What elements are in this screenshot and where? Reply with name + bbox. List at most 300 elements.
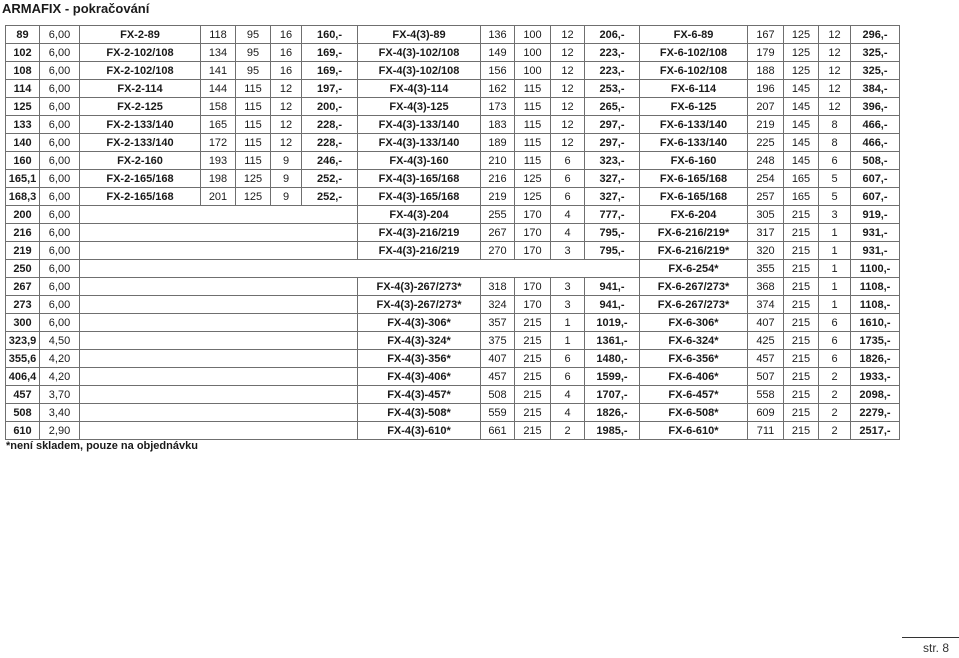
g4-dim-b: 100 xyxy=(515,62,551,80)
g2-dim-a: 172 xyxy=(201,134,236,152)
g4-product-code: FX-4(3)-216/219 xyxy=(358,242,481,260)
thickness: 6,00 xyxy=(40,206,80,224)
g4-dim-b: 215 xyxy=(515,350,551,368)
g6-pack-qty: 1 xyxy=(819,260,851,278)
g4-product-code: FX-4(3)-406* xyxy=(358,368,481,386)
g2-product-code: FX-2-160 xyxy=(80,152,201,170)
g2-pack-qty: 12 xyxy=(271,116,302,134)
g4-pack-qty: 4 xyxy=(551,404,585,422)
pipe-diameter: 323,9 xyxy=(6,332,40,350)
g4-product-code: FX-4(3)-204 xyxy=(358,206,481,224)
pipe-diameter: 216 xyxy=(6,224,40,242)
g2-product-code: FX-2-102/108 xyxy=(80,44,201,62)
g6-dim-b: 215 xyxy=(784,332,819,350)
g4-dim-b: 115 xyxy=(515,80,551,98)
g4-dim-a: 457 xyxy=(481,368,515,386)
empty-cell xyxy=(80,368,358,386)
g4-dim-b: 170 xyxy=(515,224,551,242)
g4-product-code: FX-4(3)-306* xyxy=(358,314,481,332)
g6-dim-a: 507 xyxy=(748,368,784,386)
g2-product-code: FX-2-89 xyxy=(80,26,201,44)
g4-price: 941,- xyxy=(585,296,640,314)
g6-pack-qty: 3 xyxy=(819,206,851,224)
g6-product-code: FX-6-306* xyxy=(640,314,748,332)
g4-product-code: FX-4(3)-165/168 xyxy=(358,188,481,206)
g6-price: 1108,- xyxy=(851,296,900,314)
g6-product-code: FX-6-133/140 xyxy=(640,134,748,152)
pipe-diameter: 89 xyxy=(6,26,40,44)
thickness: 3,70 xyxy=(40,386,80,404)
g2-dim-a: 118 xyxy=(201,26,236,44)
g6-dim-b: 125 xyxy=(784,62,819,80)
g4-dim-a: 162 xyxy=(481,80,515,98)
g4-product-code: FX-4(3)-114 xyxy=(358,80,481,98)
g6-price: 1735,- xyxy=(851,332,900,350)
g6-dim-b: 215 xyxy=(784,242,819,260)
g4-pack-qty: 6 xyxy=(551,188,585,206)
table-row xyxy=(6,278,900,296)
g4-product-code: FX-4(3)-160 xyxy=(358,152,481,170)
g4-pack-qty: 3 xyxy=(551,242,585,260)
thickness: 6,00 xyxy=(40,62,80,80)
g4-pack-qty: 4 xyxy=(551,206,585,224)
g6-price: 1108,- xyxy=(851,278,900,296)
g4-pack-qty: 12 xyxy=(551,116,585,134)
g6-dim-a: 305 xyxy=(748,206,784,224)
g2-product-code: FX-2-133/140 xyxy=(80,116,201,134)
g6-pack-qty: 12 xyxy=(819,98,851,116)
g4-product-code: FX-4(3)-133/140 xyxy=(358,134,481,152)
pipe-diameter: 219 xyxy=(6,242,40,260)
thickness: 6,00 xyxy=(40,80,80,98)
page-divider xyxy=(902,637,959,638)
g6-dim-a: 320 xyxy=(748,242,784,260)
g6-dim-a: 219 xyxy=(748,116,784,134)
thickness: 6,00 xyxy=(40,296,80,314)
thickness: 4,20 xyxy=(40,368,80,386)
g4-dim-b: 215 xyxy=(515,368,551,386)
g2-pack-qty: 12 xyxy=(271,80,302,98)
g6-pack-qty: 1 xyxy=(819,278,851,296)
empty-cell xyxy=(80,206,358,224)
pipe-diameter: 200 xyxy=(6,206,40,224)
table-row xyxy=(6,206,900,224)
g4-pack-qty: 12 xyxy=(551,98,585,116)
thickness: 2,90 xyxy=(40,422,80,440)
g6-price: 919,- xyxy=(851,206,900,224)
g6-dim-a: 457 xyxy=(748,350,784,368)
g2-dim-b: 95 xyxy=(236,44,271,62)
g6-dim-b: 145 xyxy=(784,80,819,98)
g4-pack-qty: 4 xyxy=(551,386,585,404)
empty-cell xyxy=(80,350,358,368)
g4-dim-a: 270 xyxy=(481,242,515,260)
table-row xyxy=(6,188,900,206)
g4-price: 297,- xyxy=(585,116,640,134)
g6-product-code: FX-6-254* xyxy=(640,260,748,278)
thickness: 6,00 xyxy=(40,278,80,296)
g6-dim-a: 196 xyxy=(748,80,784,98)
g4-dim-a: 407 xyxy=(481,350,515,368)
g4-pack-qty: 6 xyxy=(551,368,585,386)
empty-cell xyxy=(80,422,358,440)
g4-pack-qty: 12 xyxy=(551,80,585,98)
price-table xyxy=(5,25,900,440)
g6-dim-b: 165 xyxy=(784,188,819,206)
g4-dim-b: 100 xyxy=(515,44,551,62)
g2-price: 160,- xyxy=(302,26,358,44)
g6-pack-qty: 2 xyxy=(819,404,851,422)
g4-product-code: FX-4(3)-102/108 xyxy=(358,62,481,80)
g6-price: 325,- xyxy=(851,44,900,62)
g6-product-code: FX-6-102/108 xyxy=(640,44,748,62)
g4-product-code: FX-4(3)-457* xyxy=(358,386,481,404)
g6-pack-qty: 2 xyxy=(819,386,851,404)
g4-product-code: FX-4(3)-356* xyxy=(358,350,481,368)
g4-dim-a: 661 xyxy=(481,422,515,440)
g6-price: 296,- xyxy=(851,26,900,44)
g6-product-code: FX-6-324* xyxy=(640,332,748,350)
g6-pack-qty: 6 xyxy=(819,332,851,350)
g4-dim-a: 375 xyxy=(481,332,515,350)
empty-cell xyxy=(80,296,358,314)
g4-price: 795,- xyxy=(585,224,640,242)
g2-dim-a: 193 xyxy=(201,152,236,170)
g6-dim-b: 215 xyxy=(784,404,819,422)
g2-dim-b: 125 xyxy=(236,170,271,188)
g6-product-code: FX-6-165/168 xyxy=(640,188,748,206)
g4-price: 1826,- xyxy=(585,404,640,422)
pipe-diameter: 133 xyxy=(6,116,40,134)
g6-pack-qty: 1 xyxy=(819,224,851,242)
thickness: 6,00 xyxy=(40,242,80,260)
g6-pack-qty: 1 xyxy=(819,296,851,314)
g4-dim-b: 215 xyxy=(515,314,551,332)
g6-dim-a: 257 xyxy=(748,188,784,206)
g6-dim-b: 215 xyxy=(784,368,819,386)
thickness: 6,00 xyxy=(40,170,80,188)
table-row xyxy=(6,26,900,44)
g4-price: 265,- xyxy=(585,98,640,116)
g4-dim-b: 100 xyxy=(515,26,551,44)
g2-dim-b: 115 xyxy=(236,116,271,134)
g6-dim-a: 207 xyxy=(748,98,784,116)
g4-dim-a: 324 xyxy=(481,296,515,314)
g6-pack-qty: 5 xyxy=(819,170,851,188)
table-row xyxy=(6,116,900,134)
g4-dim-b: 115 xyxy=(515,134,551,152)
g4-pack-qty: 6 xyxy=(551,170,585,188)
g4-dim-a: 216 xyxy=(481,170,515,188)
g4-pack-qty: 12 xyxy=(551,44,585,62)
g4-dim-b: 215 xyxy=(515,404,551,422)
g6-product-code: FX-6-356* xyxy=(640,350,748,368)
g6-price: 931,- xyxy=(851,242,900,260)
thickness: 4,50 xyxy=(40,332,80,350)
g4-price: 1985,- xyxy=(585,422,640,440)
g4-dim-a: 210 xyxy=(481,152,515,170)
g4-product-code: FX-4(3)-324* xyxy=(358,332,481,350)
g4-dim-b: 115 xyxy=(515,116,551,134)
g2-price: 200,- xyxy=(302,98,358,116)
g2-dim-b: 95 xyxy=(236,62,271,80)
g4-product-code: FX-4(3)-216/219 xyxy=(358,224,481,242)
g6-dim-b: 215 xyxy=(784,224,819,242)
g6-pack-qty: 12 xyxy=(819,26,851,44)
g4-price: 327,- xyxy=(585,170,640,188)
g4-product-code: FX-4(3)-267/273* xyxy=(358,296,481,314)
table-row xyxy=(6,260,900,278)
pipe-diameter: 300 xyxy=(6,314,40,332)
pipe-diameter: 140 xyxy=(6,134,40,152)
g6-product-code: FX-6-89 xyxy=(640,26,748,44)
g6-dim-b: 145 xyxy=(784,134,819,152)
table-row xyxy=(6,422,900,440)
g6-price: 396,- xyxy=(851,98,900,116)
table-row xyxy=(6,368,900,386)
table-row xyxy=(6,44,900,62)
g4-dim-b: 170 xyxy=(515,296,551,314)
g6-dim-a: 368 xyxy=(748,278,784,296)
g4-dim-a: 149 xyxy=(481,44,515,62)
table-row xyxy=(6,404,900,422)
g6-dim-a: 425 xyxy=(748,332,784,350)
g2-pack-qty: 16 xyxy=(271,44,302,62)
thickness: 6,00 xyxy=(40,134,80,152)
g6-product-code: FX-6-114 xyxy=(640,80,748,98)
g6-price: 607,- xyxy=(851,188,900,206)
g2-pack-qty: 12 xyxy=(271,98,302,116)
g6-pack-qty: 8 xyxy=(819,134,851,152)
g6-dim-a: 558 xyxy=(748,386,784,404)
g2-price: 252,- xyxy=(302,188,358,206)
g4-dim-a: 189 xyxy=(481,134,515,152)
g6-product-code: FX-6-125 xyxy=(640,98,748,116)
g6-price: 607,- xyxy=(851,170,900,188)
g6-price: 2098,- xyxy=(851,386,900,404)
thickness: 6,00 xyxy=(40,260,80,278)
g4-dim-a: 183 xyxy=(481,116,515,134)
g4-pack-qty: 2 xyxy=(551,422,585,440)
table-row xyxy=(6,242,900,260)
g6-product-code: FX-6-457* xyxy=(640,386,748,404)
g4-pack-qty: 1 xyxy=(551,314,585,332)
g4-product-code: FX-4(3)-610* xyxy=(358,422,481,440)
g4-price: 1707,- xyxy=(585,386,640,404)
g2-dim-a: 165 xyxy=(201,116,236,134)
g2-dim-a: 198 xyxy=(201,170,236,188)
thickness: 6,00 xyxy=(40,26,80,44)
g2-dim-a: 144 xyxy=(201,80,236,98)
g4-pack-qty: 12 xyxy=(551,62,585,80)
g4-dim-a: 156 xyxy=(481,62,515,80)
g6-dim-a: 225 xyxy=(748,134,784,152)
empty-cell xyxy=(80,404,358,422)
g6-dim-b: 215 xyxy=(784,206,819,224)
thickness: 6,00 xyxy=(40,152,80,170)
g2-price: 197,- xyxy=(302,80,358,98)
g2-dim-b: 115 xyxy=(236,98,271,116)
thickness: 4,20 xyxy=(40,350,80,368)
g2-pack-qty: 16 xyxy=(271,26,302,44)
g4-pack-qty: 6 xyxy=(551,152,585,170)
g4-price: 1361,- xyxy=(585,332,640,350)
g2-dim-b: 125 xyxy=(236,188,271,206)
empty-cell xyxy=(80,332,358,350)
empty-cell xyxy=(80,260,640,278)
g6-price: 931,- xyxy=(851,224,900,242)
g6-dim-a: 711 xyxy=(748,422,784,440)
g4-dim-a: 559 xyxy=(481,404,515,422)
g4-price: 777,- xyxy=(585,206,640,224)
g6-price: 466,- xyxy=(851,116,900,134)
g4-product-code: FX-4(3)-102/108 xyxy=(358,44,481,62)
g6-price: 466,- xyxy=(851,134,900,152)
g2-pack-qty: 9 xyxy=(271,152,302,170)
g6-pack-qty: 12 xyxy=(819,80,851,98)
g4-price: 1599,- xyxy=(585,368,640,386)
g6-pack-qty: 12 xyxy=(819,62,851,80)
g4-dim-a: 508 xyxy=(481,386,515,404)
empty-cell xyxy=(80,242,358,260)
g6-price: 1826,- xyxy=(851,350,900,368)
g2-product-code: FX-2-114 xyxy=(80,80,201,98)
g4-price: 253,- xyxy=(585,80,640,98)
thickness: 6,00 xyxy=(40,314,80,332)
g6-dim-b: 145 xyxy=(784,152,819,170)
g6-product-code: FX-6-267/273* xyxy=(640,296,748,314)
g4-dim-b: 215 xyxy=(515,422,551,440)
g6-price: 1100,- xyxy=(851,260,900,278)
g6-pack-qty: 6 xyxy=(819,152,851,170)
g6-dim-a: 167 xyxy=(748,26,784,44)
pipe-diameter: 355,6 xyxy=(6,350,40,368)
g2-price: 228,- xyxy=(302,116,358,134)
g4-dim-a: 173 xyxy=(481,98,515,116)
g4-dim-a: 219 xyxy=(481,188,515,206)
g4-dim-b: 170 xyxy=(515,206,551,224)
g2-price: 169,- xyxy=(302,44,358,62)
g2-product-code: FX-2-125 xyxy=(80,98,201,116)
g2-pack-qty: 9 xyxy=(271,188,302,206)
pipe-diameter: 457 xyxy=(6,386,40,404)
g4-price: 941,- xyxy=(585,278,640,296)
price-table-body xyxy=(6,26,900,440)
g6-price: 325,- xyxy=(851,62,900,80)
g4-dim-a: 267 xyxy=(481,224,515,242)
g4-dim-a: 136 xyxy=(481,26,515,44)
g4-dim-b: 170 xyxy=(515,242,551,260)
g2-dim-a: 201 xyxy=(201,188,236,206)
g4-pack-qty: 3 xyxy=(551,296,585,314)
g6-pack-qty: 6 xyxy=(819,350,851,368)
g6-product-code: FX-6-204 xyxy=(640,206,748,224)
g4-pack-qty: 12 xyxy=(551,134,585,152)
table-row xyxy=(6,386,900,404)
table-row xyxy=(6,134,900,152)
g4-price: 223,- xyxy=(585,62,640,80)
g6-pack-qty: 8 xyxy=(819,116,851,134)
pipe-diameter: 168,3 xyxy=(6,188,40,206)
table-row xyxy=(6,152,900,170)
g2-product-code: FX-2-133/140 xyxy=(80,134,201,152)
g2-product-code: FX-2-102/108 xyxy=(80,62,201,80)
thickness: 6,00 xyxy=(40,44,80,62)
g4-dim-a: 357 xyxy=(481,314,515,332)
g2-price: 252,- xyxy=(302,170,358,188)
pipe-diameter: 160 xyxy=(6,152,40,170)
g4-dim-b: 170 xyxy=(515,278,551,296)
pipe-diameter: 165,1 xyxy=(6,170,40,188)
g2-dim-a: 141 xyxy=(201,62,236,80)
pipe-diameter: 114 xyxy=(6,80,40,98)
g4-product-code: FX-4(3)-267/273* xyxy=(358,278,481,296)
table-row xyxy=(6,98,900,116)
g2-pack-qty: 16 xyxy=(271,62,302,80)
g6-dim-a: 407 xyxy=(748,314,784,332)
g6-price: 1610,- xyxy=(851,314,900,332)
g6-product-code: FX-6-508* xyxy=(640,404,748,422)
empty-cell xyxy=(80,224,358,242)
empty-cell xyxy=(80,278,358,296)
g6-product-code: FX-6-406* xyxy=(640,368,748,386)
page-number: str. 8 xyxy=(922,641,949,655)
g6-product-code: FX-6-133/140 xyxy=(640,116,748,134)
g4-price: 1480,- xyxy=(585,350,640,368)
g6-price: 2279,- xyxy=(851,404,900,422)
table-row xyxy=(6,224,900,242)
g4-product-code: FX-4(3)-165/168 xyxy=(358,170,481,188)
g4-price: 795,- xyxy=(585,242,640,260)
g6-product-code: FX-6-216/219* xyxy=(640,242,748,260)
g6-product-code: FX-6-165/168 xyxy=(640,170,748,188)
g4-price: 297,- xyxy=(585,134,640,152)
g6-pack-qty: 2 xyxy=(819,368,851,386)
g6-dim-b: 215 xyxy=(784,278,819,296)
g6-dim-a: 374 xyxy=(748,296,784,314)
g6-dim-b: 145 xyxy=(784,116,819,134)
table-row xyxy=(6,350,900,368)
g2-product-code: FX-2-165/168 xyxy=(80,188,201,206)
g6-dim-b: 125 xyxy=(784,44,819,62)
table-row xyxy=(6,62,900,80)
pipe-diameter: 102 xyxy=(6,44,40,62)
g4-dim-a: 255 xyxy=(481,206,515,224)
g6-dim-a: 609 xyxy=(748,404,784,422)
page-title: ARMAFIX - pokračování xyxy=(2,1,150,16)
g4-product-code: FX-4(3)-125 xyxy=(358,98,481,116)
g4-price: 327,- xyxy=(585,188,640,206)
pipe-diameter: 125 xyxy=(6,98,40,116)
thickness: 3,40 xyxy=(40,404,80,422)
g6-dim-a: 317 xyxy=(748,224,784,242)
g2-price: 169,- xyxy=(302,62,358,80)
g6-price: 384,- xyxy=(851,80,900,98)
g6-dim-b: 215 xyxy=(784,314,819,332)
g2-price: 246,- xyxy=(302,152,358,170)
g6-dim-b: 145 xyxy=(784,98,819,116)
g2-dim-b: 115 xyxy=(236,152,271,170)
empty-cell xyxy=(80,314,358,332)
pipe-diameter: 250 xyxy=(6,260,40,278)
g2-pack-qty: 12 xyxy=(271,134,302,152)
g6-product-code: FX-6-216/219* xyxy=(640,224,748,242)
thickness: 6,00 xyxy=(40,224,80,242)
g2-dim-a: 158 xyxy=(201,98,236,116)
g6-dim-b: 215 xyxy=(784,422,819,440)
g4-pack-qty: 1 xyxy=(551,332,585,350)
pipe-diameter: 406,4 xyxy=(6,368,40,386)
